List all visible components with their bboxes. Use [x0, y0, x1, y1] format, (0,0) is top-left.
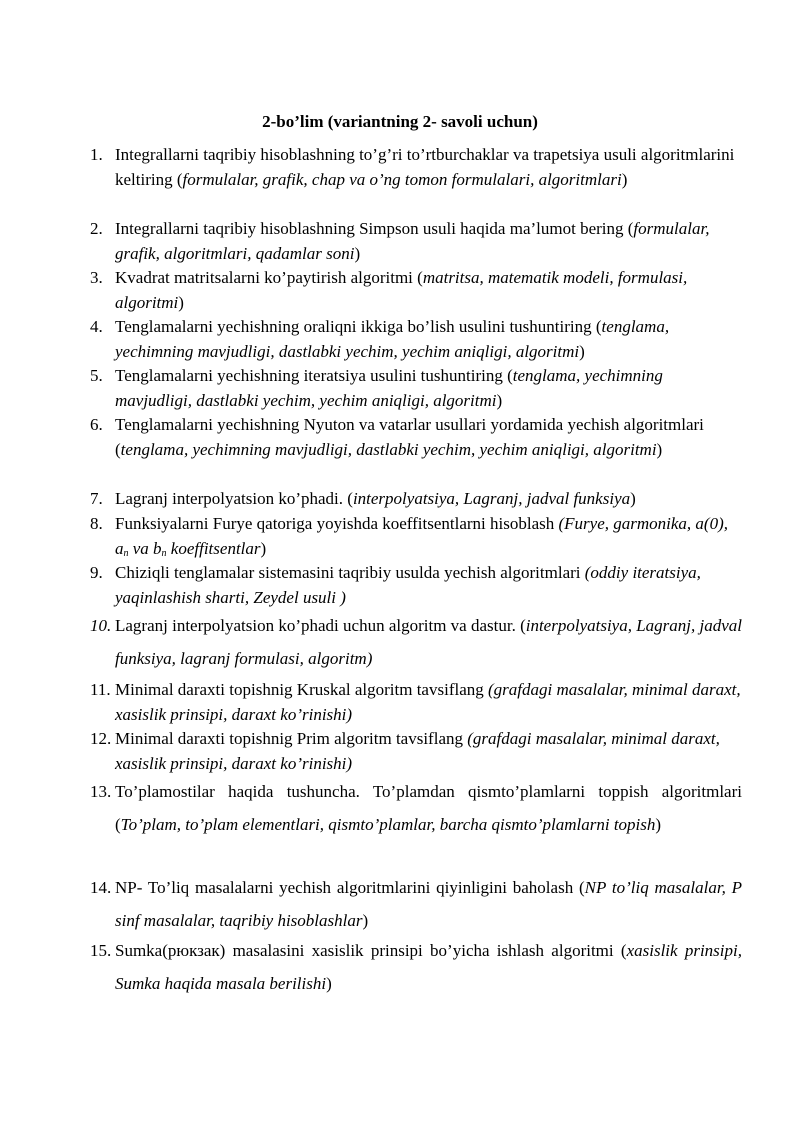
item-number: 10.	[90, 616, 112, 635]
item-text: Integrallarni taqribiy hisoblashning to’g’ri to’rtburchaklar va trapetsiya usuli algoritmlarini keltiring (formulalar, grafik, chap va o’ng tomon formulalari, algoritmlari)	[115, 145, 735, 189]
item-number: 2.	[90, 219, 103, 238]
item-number: 5.	[90, 366, 103, 385]
item-text: Lagranj interpolyatsion ko’phadi. (interpolyatsiya, Lagranj, jadval funksiya)	[115, 489, 636, 508]
item-text: Minimal daraxti topishnig Prim algoritm tavsiflang (grafdagi masalalar, minimal daraxt, xasislik prinsipi, daraxt ko’rinishi)	[115, 729, 720, 773]
item-number: 12.	[90, 729, 112, 748]
item-text: Tenglamalarni yechishning oraliqni ikkiga bo’lish usulini tushuntiring (tenglama, yechimning mavjudligi, dastlabki yechim, yechim aniqligi, algoritmi)	[115, 317, 670, 361]
list-item	[0, 364, 800, 413]
item-text: Lagranj interpolyatsion ko’phadi uchun algoritm va dastur. (interpolyatsiya, Lagranj, jadval funksiya, lagranj formulasi, algoritm)	[115, 616, 743, 668]
list-item	[0, 678, 800, 727]
list-item	[0, 315, 800, 364]
list-item	[0, 561, 800, 610]
item-number: 3.	[90, 268, 103, 287]
list-item	[0, 610, 800, 675]
list-item	[0, 872, 800, 937]
item-text: Chiziqli tenglamalar sistemasini taqribiy usulda yechish algoritmlari (oddiy iteratsiya, yaqinlashish sharti, Zeydel usuli )	[115, 563, 701, 607]
item-number: 13.	[90, 782, 112, 801]
item-number: 14.	[90, 878, 112, 897]
item-text: Tenglamalarni yechishning Nyuton va vatarlar usullari yordamida yechish algoritmlari (tenglama, yechimning mavjudligi, dastlabki yechim, yechim aniqligi, algoritmi)	[115, 415, 704, 459]
list-item	[0, 143, 800, 217]
section-title: 2-bo’lim (variantning 2- savoli uchun)	[262, 112, 538, 131]
item-text: Kvadrat matritsalarni ko’paytirish algoritmi (matritsa, matematik modeli, formulasi, algoritmi)	[115, 268, 688, 312]
list-item	[0, 727, 800, 776]
item-number: 15.	[90, 941, 112, 960]
item-text: Integrallarni taqribiy hisoblashning Simpson usuli haqida ma’lumot bering (formulalar, grafik, algoritmlari, qadamlar soni)	[115, 219, 710, 263]
list-item	[0, 776, 800, 874]
item-number: 11.	[90, 680, 111, 699]
item-text: Tenglamalarni yechishning iteratsiya usulini tushuntiring (tenglama, yechimning mavjudligi, dastlabki yechim, yechim aniqligi, algoritmi)	[115, 366, 663, 410]
list-item	[0, 266, 800, 315]
list-item	[0, 217, 800, 266]
item-text: NP- To’liq masalalarni yechish algoritmlarini qiyinligini baholash (NP to’liq masalalar, P sinf masalalar, taqribiy hisoblashlar)	[115, 878, 742, 930]
list-item	[0, 413, 800, 487]
list-item	[0, 935, 800, 1000]
item-number: 9.	[90, 563, 103, 582]
item-number: 4.	[90, 317, 103, 336]
item-number: 6.	[90, 415, 103, 434]
item-text: Minimal daraxti topishnig Kruskal algoritm tavsiflang (grafdagi masalalar, minimal daraxt, xasislik prinsipi, daraxt ko’rinishi)	[115, 680, 741, 724]
item-number: 8.	[90, 514, 103, 533]
item-text: Sumka(рюкзак) masalasini xasislik prinsipi bo’yicha ishlash algoritmi (xasislik prinsipi, Sumka haqida masala berilishi)	[115, 941, 742, 993]
item-number: 7.	[90, 489, 103, 508]
list-item	[0, 512, 800, 561]
item-text: To’plamostilar haqida tushuncha. To’plamdan qismto’plamlarni toppish algoritmlari (To’plam, to’plam elementlari, qismto’plamlar, barcha qismto’plamlarni topish)	[115, 782, 742, 834]
item-text: Funksiyalarni Furye qatoriga yoyishda koeffitsentlarni hisoblash (Furye, garmonika, a(0), $a_n$ va $b_n$ koeffitsentlar)	[115, 514, 729, 559]
item-number: 1.	[90, 145, 103, 164]
list-item	[0, 487, 800, 512]
